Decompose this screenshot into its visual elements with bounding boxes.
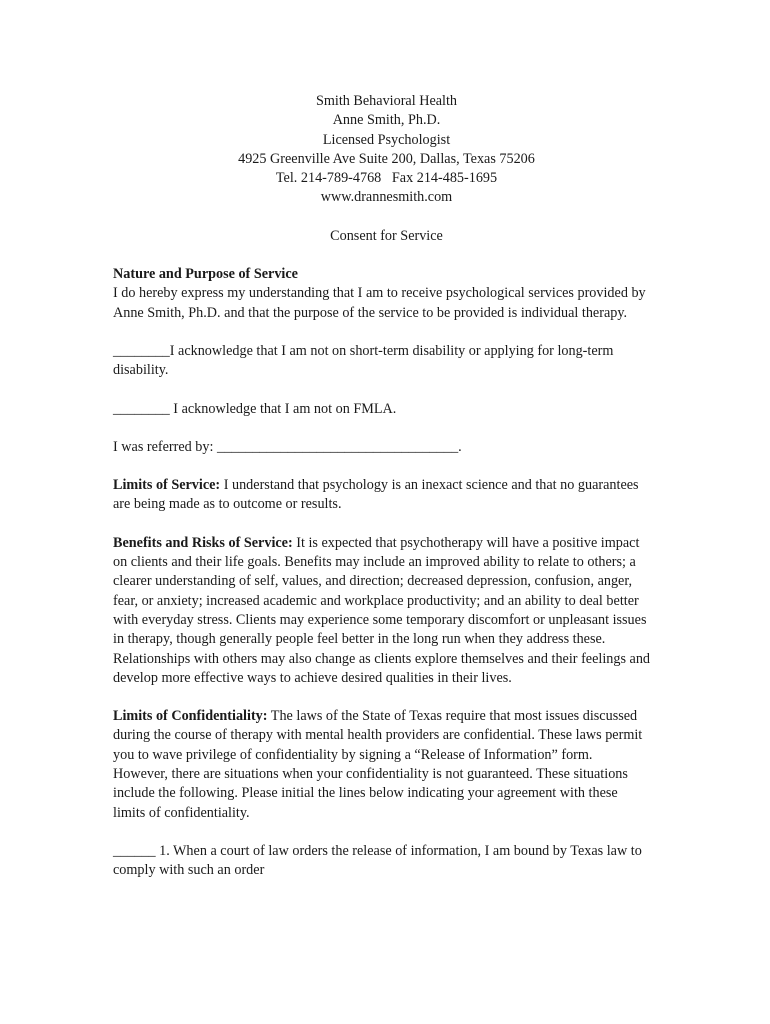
nature-purpose-heading: Nature and Purpose of Service (113, 266, 298, 283)
limits-of-service-paragraph (113, 476, 650, 515)
limits-confidentiality-heading: Limits of Confidentiality: (113, 708, 268, 725)
disability-acknowledgement-section (113, 342, 650, 381)
limits-of-service-section (113, 476, 650, 515)
limits-of-service-heading: Limits of Service: (113, 477, 221, 494)
document-title: Consent for Service (330, 227, 443, 244)
confidentiality-item-1: ______ 1. When a court of law orders the release of information, I am bound by Texas law to comply with such an order (113, 842, 642, 879)
referral-line: I was referred by: __________________________________. (113, 438, 462, 455)
benefits-risks-section (113, 534, 650, 688)
benefits-risks-paragraph (113, 534, 650, 688)
confidentiality-item-1-section (113, 842, 650, 881)
practice-address: 4925 Greenville Ave Suite 200, Dallas, Texas 75206 (238, 150, 535, 167)
limits-confidentiality-body: The laws of the State of Texas require that most issues discussed during the course of therapy with mental health providers are confidential. These laws permit you to wave privilege of confidentiality by signing a “Release of Information” form. However, there are situations when your confidentiality is not guaranteed. These situations include the following. Please initial the lines below indicating your agreement with these limits of confidentiality. (113, 708, 643, 821)
phone-fax: Tel. 214-789-4768 Fax 214-485-1695 (275, 170, 498, 187)
practice-name: Smith Behavioral Health (315, 93, 458, 109)
benefits-risks-heading: Benefits and Risks of Service: (113, 534, 293, 551)
limits-confidentiality-paragraph (113, 707, 650, 823)
nature-purpose-section (113, 265, 650, 323)
limits-of-service-body: I understand that psychology is an inexact science and that no guarantees are being made as to outcome or results. (113, 477, 639, 513)
fmla-acknowledgement-section (113, 400, 650, 419)
disability-acknowledgement: ________I acknowledge that I am not on short-term disability or applying for long-term disability. (113, 342, 614, 379)
limits-confidentiality-section (113, 707, 650, 823)
provider-name: Anne Smith, Ph.D. (332, 112, 441, 129)
letterhead (123, 92, 650, 208)
fmla-acknowledgement: ________ I acknowledge that I am not on FMLA. (113, 400, 397, 417)
benefits-risks-body: It is expected that psychotherapy will have a positive impact on clients and their life goals. Benefits may include an improved ability to relate to others; a clearer understanding of self, values, and direction; decreased depression, confusion, anger, fear, or anxiety; increased academic and workplace productivity; and an ability to deal better with everyday stress. Clients may experience some temporary discomfort or unpleasant issues in therapy, though generally people feel better in the long run when they address these. Relationships with others may also change as clients explore themselves and their feelings and develop more effective ways to achieve desired qualities in their lives. (113, 534, 651, 686)
referral-section (113, 438, 650, 457)
website: www.drannesmith.com (320, 189, 453, 206)
nature-purpose-body: I do hereby express my understanding that I am to receive psychological services provided by Anne Smith, Ph.D. and that the purpose of the service to be provided is individual therapy. (113, 285, 646, 321)
provider-title: Licensed Psychologist (322, 131, 451, 148)
